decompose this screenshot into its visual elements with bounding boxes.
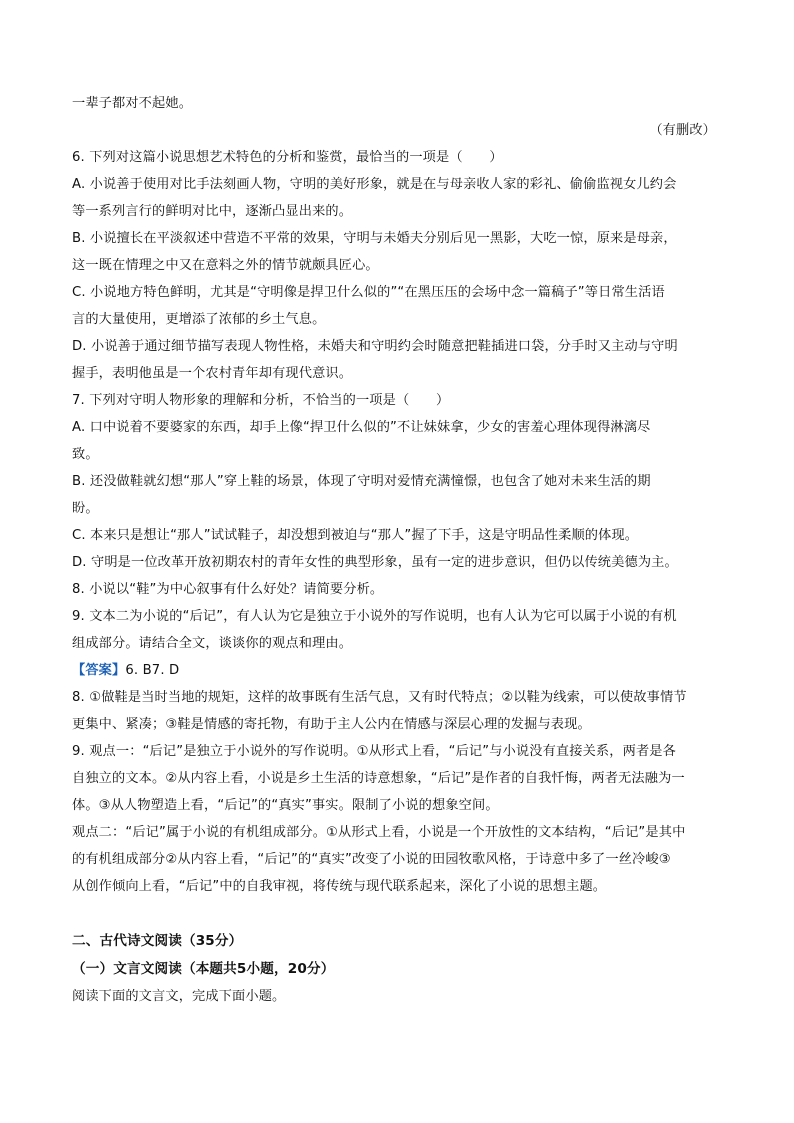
q6-option-c-cont: 言的大量使用，更增添了浓郁的乡土气息。 (72, 312, 326, 327)
q6-option-b-cont: 这一既在情理之中又在意料之外的情节就颇具匠心。 (72, 258, 379, 273)
subsection-heading: （一）文言文阅读（本题共5小题，20分） (72, 961, 335, 977)
question-9-cont: 组成部分。请结合全文，谈谈你的观点和理由。 (72, 636, 353, 651)
q7-option-a: A. 口中说着不要婆家的东西，却手上像“捍卫什么似的”不让妹妹拿，少女的害羞心理体现得淋漓尽 (72, 420, 651, 435)
question-9: 9. 文本二为小说的“后记”，有人认为它是独立于小说外的写作说明，也有人认为它可以属于小说的有机 (72, 609, 677, 624)
question-6: 6. 下列对这篇小说思想艺术特色的分析和鉴赏，最恰当的一项是（ ） (72, 150, 503, 165)
answer-9-view-2-cont: 的有机组成部分②从内容上看，“后记”的“真实”改变了小说的田园牧歌风格，于诗意中多了一丝冷峻③ (72, 852, 671, 867)
story-ending: 一辈子都对不起她。 (72, 96, 193, 111)
q6-option-b: B. 小说擅长在平淡叙述中营造不平常的效果，守明与未婚夫分别后见一黑影，大吃一惊，原来是母亲， (72, 231, 677, 246)
q7-option-c: C. 本来只是想让“那人”试试鞋子，却没想到被迫与“那人”握了下手，这是守明品性柔顺的体现。 (72, 528, 639, 543)
q7-option-b-cont: 盼。 (72, 501, 99, 516)
answer-9-view-2: 观点二：“后记”属于小说的有机组成部分。①从形式上看，小说是一个开放性的文本结构，“后记”是其中 (72, 825, 686, 840)
answer-9-view-1: 9. 观点一：“后记”是独立于小说外的写作说明。①从形式上看，“后记”与小说没有直接关系，两者是各 (72, 744, 676, 759)
answer-8: 8. ①做鞋是当时当地的规矩，这样的故事既有生活气息，又有时代特点；②以鞋为线索，可以使故事情节 (72, 690, 687, 705)
q6-option-d: D. 小说善于通过细节描写表现人物性格，未婚夫和守明约会时随意把鞋插进口袋，分手时又主动与守明 (72, 339, 678, 354)
answer-line (72, 662, 179, 680)
instruction-line: 阅读下面的文言文，完成下面小题。 (72, 989, 286, 1004)
answer-9-view-1-cont: 自独立的文本。②从内容上看，小说是乡土生活的诗意想象，“后记”是作者的自我忏悔，两者无法融为一 (72, 771, 685, 786)
answer-6-7: 6. B7. D (125, 663, 180, 678)
answer-9-view-2-cont2: 从创作倾向上看，“后记”中的自我审视，将传统与现代联系起来，深化了小说的思想主题。 (72, 879, 607, 894)
q7-option-d: D. 守明是一位改革开放初期农村的青年女性的典型形象，虽有一定的进步意识，但仍以传统美德为主。 (72, 555, 678, 570)
answer-8-cont: 更集中、紧凑；③鞋是情感的寄托物，有助于主人公内在情感与深层心理的发掘与表现。 (72, 717, 591, 732)
source-note: （有删改） (649, 123, 716, 138)
q6-option-c: C. 小说地方特色鲜明，尤其是“守明像是捍卫什么似的”“在黑压压的会场中念一篇稿子”等日常生活语 (72, 285, 665, 300)
question-8: 8. 小说以“鞋”为中心叙事有什么好处？请简要分析。 (72, 582, 384, 597)
question-7: 7. 下列对守明人物形象的理解和分析，不恰当的一项是（ ） (72, 393, 450, 408)
q7-option-a-cont: 致。 (72, 447, 99, 462)
q6-option-a-cont: 等一系列言行的鲜明对比中，逐渐凸显出来的。 (72, 204, 353, 219)
q6-option-d-cont: 握手，表明他虽是一个农村青年却有现代意识。 (72, 366, 353, 381)
q6-option-a: A. 小说善于使用对比手法刻画人物，守明的美好形象，就是在与母亲收人家的彩礼、偷偷监视女儿约会 (72, 177, 677, 192)
answer-label: 【答案】 (72, 663, 126, 678)
section-heading: 二、古代诗文阅读（35分） (72, 933, 243, 949)
answer-9-view-1-cont2: 体。③从人物塑造上看，“后记”的“真实”事实。限制了小说的想象空间。 (72, 798, 499, 813)
q7-option-b: B. 还没做鞋就幻想“那人”穿上鞋的场景，体现了守明对爱情充满憧憬，也包含了她对未来生活的期 (72, 474, 651, 489)
